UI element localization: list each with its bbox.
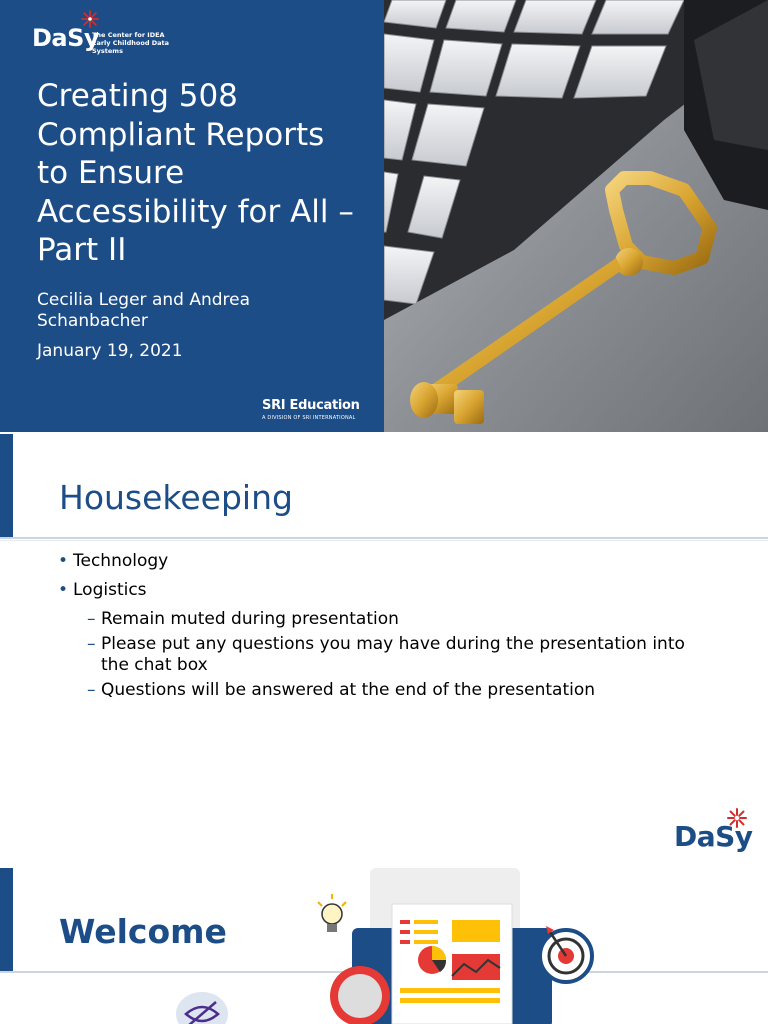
flower-icon [81, 10, 99, 28]
presentation-date: January 19, 2021 [37, 341, 183, 361]
dash-icon: – [87, 609, 96, 629]
slide-title: Welcome [59, 912, 227, 951]
dasy-logo-word: DaSy [32, 24, 100, 52]
bullet-icon: • [58, 551, 69, 571]
sri-logo-sub: A DIVISION OF SRI INTERNATIONAL [262, 415, 356, 421]
bullet-icon: • [58, 580, 69, 600]
lightbulb-icon [318, 894, 346, 932]
title-divider-shadow [0, 540, 768, 541]
sri-education-logo [262, 398, 372, 421]
title-line: Creating 508 [37, 78, 238, 114]
housekeeping-slide [0, 434, 768, 866]
dasy-logo-word: DaSy [674, 820, 753, 853]
slide-accent-bar [0, 434, 13, 539]
sri-logo-main: SRI Education [262, 398, 360, 413]
report-dashboard-icon [300, 868, 620, 1024]
tagline-line-1: The Center for IDEA [92, 31, 165, 39]
list-subitem-text-continued: the chat box [101, 655, 208, 675]
dasy-logo [674, 808, 754, 860]
list-item [58, 551, 738, 572]
dasy-logo [32, 10, 192, 60]
list-subitem [58, 609, 738, 630]
key-keyboard-photo [384, 0, 768, 432]
presenter-names [37, 290, 367, 332]
list-subitem [58, 680, 738, 701]
presentation-title [37, 77, 373, 270]
list-subitem-text: Questions will be answered at the end of the presentation [101, 680, 596, 700]
title-slide [0, 0, 768, 432]
title-line: Accessibility for All – [37, 193, 354, 230]
title-line: Part II [37, 232, 127, 268]
dasy-tagline [92, 31, 192, 55]
list-item-text: Technology [73, 551, 169, 571]
list-item [58, 580, 738, 601]
slide-accent-bar [0, 868, 13, 973]
list-subitem-text: Please put any questions you may have during the presentation into [101, 634, 685, 654]
presenter-line: Cecilia Leger and Andrea [37, 290, 251, 310]
gold-key-icon [384, 0, 768, 432]
slide-title: Housekeeping [59, 478, 293, 517]
list-item-text: Logistics [73, 580, 147, 600]
title-divider [0, 537, 768, 539]
hidden-eye-icon [168, 990, 228, 1024]
bullet-list [58, 551, 738, 705]
list-subitem [58, 634, 738, 676]
flower-icon [727, 808, 747, 828]
dash-icon: – [87, 680, 96, 700]
presenter-line: Schanbacher [37, 311, 148, 331]
welcome-slide [0, 868, 768, 1024]
dash-icon: – [87, 634, 96, 654]
title-panel [0, 0, 384, 432]
title-line: Compliant Reports [37, 116, 325, 153]
tagline-line-2: Early Childhood Data Systems [92, 39, 170, 55]
magnifier-icon [330, 966, 390, 1024]
list-subitem-text: Remain muted during presentation [101, 609, 399, 629]
title-line: to Ensure [37, 155, 185, 191]
